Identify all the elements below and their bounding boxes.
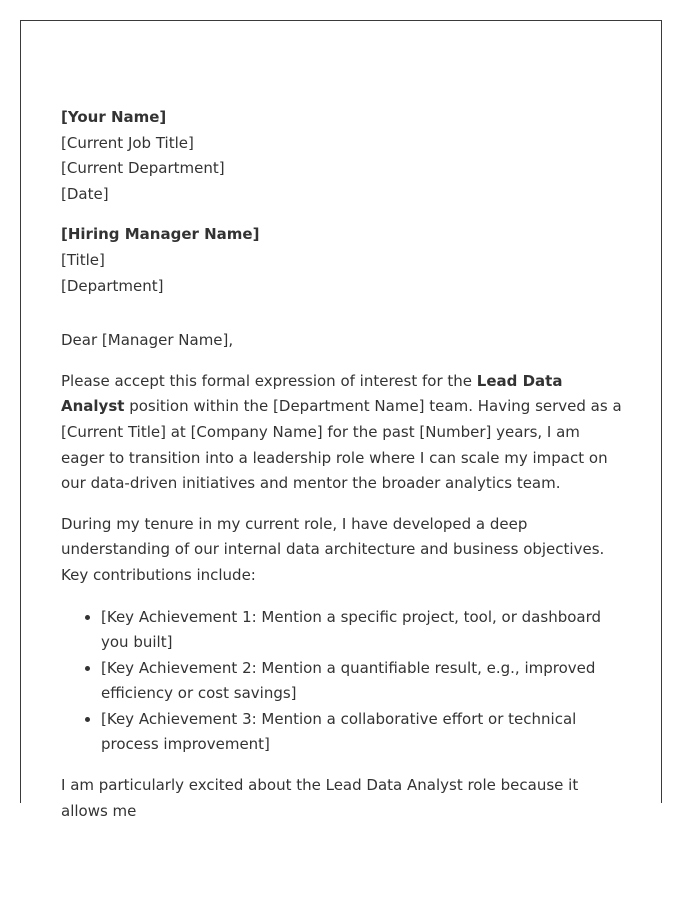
tenure-paragraph: During my tenure in my current role, I have developed a deep understanding of our internal data architecture and business objectives. Key contributions include: [61,514,605,584]
closing-paragraph: I am particularly excited about the Lead Data Analyst role because it allows me [61,776,579,820]
letter-page [20,20,662,820]
intro-paragraph [61,369,627,497]
recipient-name: [Hiring Manager Name] [61,225,260,244]
achievements-list [61,605,627,759]
recipient-department: [Department] [61,276,164,295]
list-item: • [Key Achievement 2: Mention a quantifiable result, e.g., improved efficiency or cost savings] [101,656,627,707]
letter-content [61,105,627,824]
intro-text-start: Please accept this formal expression of interest for the [61,371,477,390]
recipient-title: [Title] [61,250,105,269]
sender-name: [Your Name] [61,108,167,126]
recipient-block [61,222,627,299]
salutation: Dear [Manager Name], [61,331,234,350]
sender-department: [Current Department] [61,159,225,178]
letter-date: [Date] [61,184,109,203]
sender-block [61,105,627,207]
intro-text-end: position within the [Department Name] team. Having served as a [Current Title] at [Company Name] for the past [Number] years, I am eager to transition into a leadership role where I can scale my impact on our data-driven initiatives and mentor the broader analytics team. [61,397,622,493]
intro-role-name: Lead Data Analyst [61,371,563,416]
list-item: • [Key Achievement 1: Mention a specific project, tool, or dashboard you built] [101,605,627,656]
list-item: • [Key Achievement 3: Mention a collaborative effort or technical process improvement] [101,707,627,758]
sender-job-title: [Current Job Title] [61,133,194,152]
